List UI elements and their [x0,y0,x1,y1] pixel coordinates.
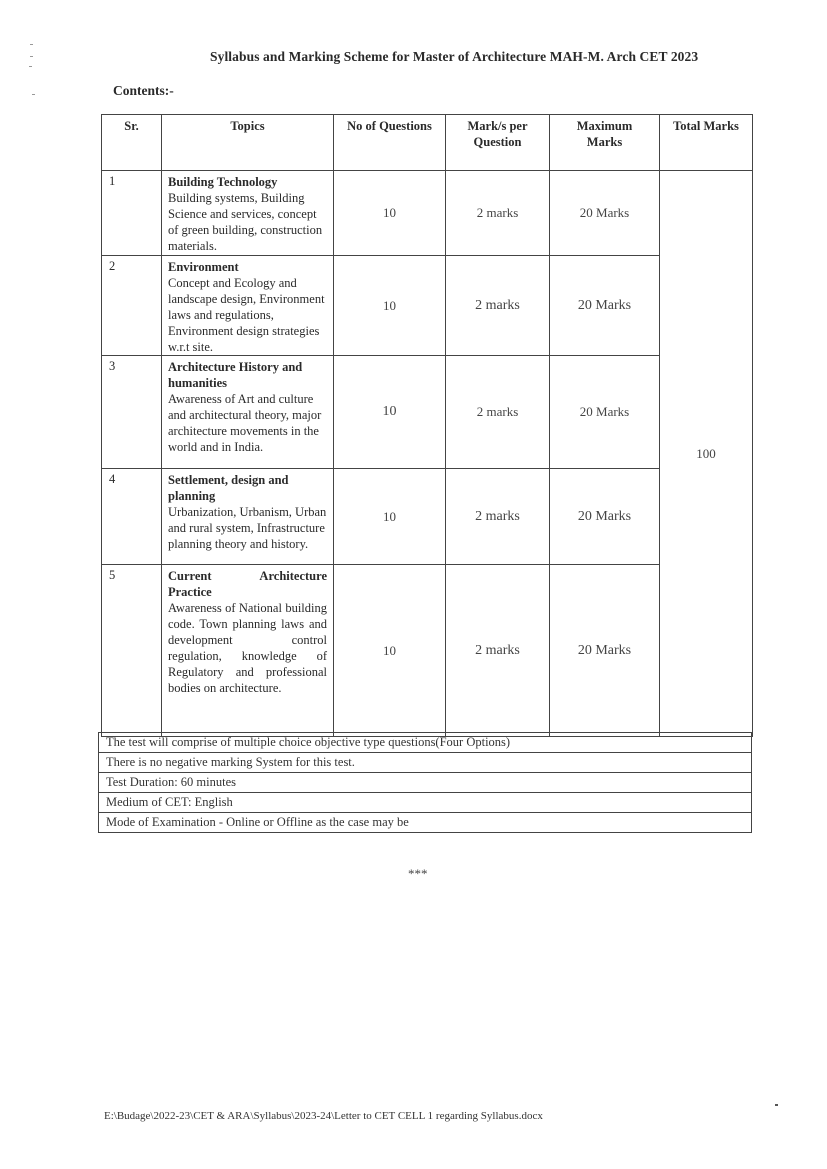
max-marks-cell: 20 Marks [550,356,660,469]
sr-cell: 3 [102,356,162,469]
exam-notes-table [98,732,752,833]
questions-cell: 10 [334,356,446,469]
note-row [99,733,752,753]
sr-cell: 5 [102,565,162,737]
col-header-questions: No of Questions [334,115,446,171]
sr-cell: 2 [102,256,162,356]
table-row [102,356,753,469]
note-row [99,753,752,773]
col-header-marks-per-question: Mark/s per Question [446,115,550,171]
footer-file-path: E:\Budage\2022-23\CET & ARA\Syllabus\2023-24\Letter to CET CELL 1 regarding Syllabus.docx [104,1110,543,1122]
max-marks-cell: 20 Marks [550,469,660,565]
note-text: The test will comprise of multiple choice objective type questions(Four Options) [99,733,752,753]
table-header-row [102,115,753,171]
topic-description: Building systems, Building Science and services, concept of green building, construction materials. [168,191,323,253]
table-row [102,565,753,737]
topic-cell [162,171,334,256]
note-text: Mode of Examination - Online or Offline as the case may be [99,813,752,833]
topic-title: Architecture History and humanities [168,360,303,390]
scan-speck [775,1104,778,1106]
table-row [102,171,753,256]
topic-description: Concept and Ecology and landscape design, Environment laws and regulations, Environment design strategies w.r.t site. [168,276,325,354]
topic-cell [162,256,334,356]
contents-label: Contents:- [113,83,174,98]
note-row [99,793,752,813]
topic-title: Environment [168,260,239,274]
topic-description: Awareness of National building code. Town planning laws and development control regulation, knowledge of Regulatory and professional bodies on architecture. [168,601,327,695]
marks-per-question-cell: 2 marks [446,565,550,737]
topic-description: Urbanization, Urbanism, Urban and rural system, Infrastructure planning theory and history. [168,505,327,551]
max-marks-cell: 20 Marks [550,565,660,737]
note-row [99,813,752,833]
questions-cell: 10 [334,256,446,356]
max-marks-cell: 20 Marks [550,171,660,256]
marks-per-question-cell: 2 marks [446,171,550,256]
marks-per-question-cell: 2 marks [446,469,550,565]
scan-specks [26,44,36,104]
topic-title: Building Technology [168,175,278,189]
topic-cell [162,469,334,565]
col-header-max-marks: Maximum Marks [550,115,660,171]
topic-cell [162,356,334,469]
max-marks-cell: 20 Marks [550,256,660,356]
sr-cell: 1 [102,171,162,256]
page-title: Syllabus and Marking Scheme for Master of Architecture MAH-M. Arch CET 2023 [210,49,699,64]
topic-title: Settlement, design and planning [168,473,289,503]
total-marks-cell: 100 [660,171,753,737]
marks-per-question-cell: 2 marks [446,356,550,469]
topic-title: Current Architecture Practice [168,569,327,599]
topic-cell [162,565,334,737]
topic-description: Awareness of Art and culture and architectural theory, major architecture movements in the world and in India. [168,392,322,454]
section-separator: *** [408,866,428,881]
syllabus-table [101,114,753,737]
note-row [99,773,752,793]
sr-cell: 4 [102,469,162,565]
questions-cell: 10 [334,171,446,256]
col-header-sr: Sr. [102,115,162,171]
note-text: There is no negative marking System for this test. [99,753,752,773]
col-header-topics: Topics [162,115,334,171]
table-row [102,469,753,565]
note-text: Medium of CET: English [99,793,752,813]
questions-cell: 10 [334,469,446,565]
questions-cell: 10 [334,565,446,737]
marks-per-question-cell: 2 marks [446,256,550,356]
note-text: Test Duration: 60 minutes [99,773,752,793]
table-row [102,256,753,356]
col-header-total-marks: Total Marks [660,115,753,171]
